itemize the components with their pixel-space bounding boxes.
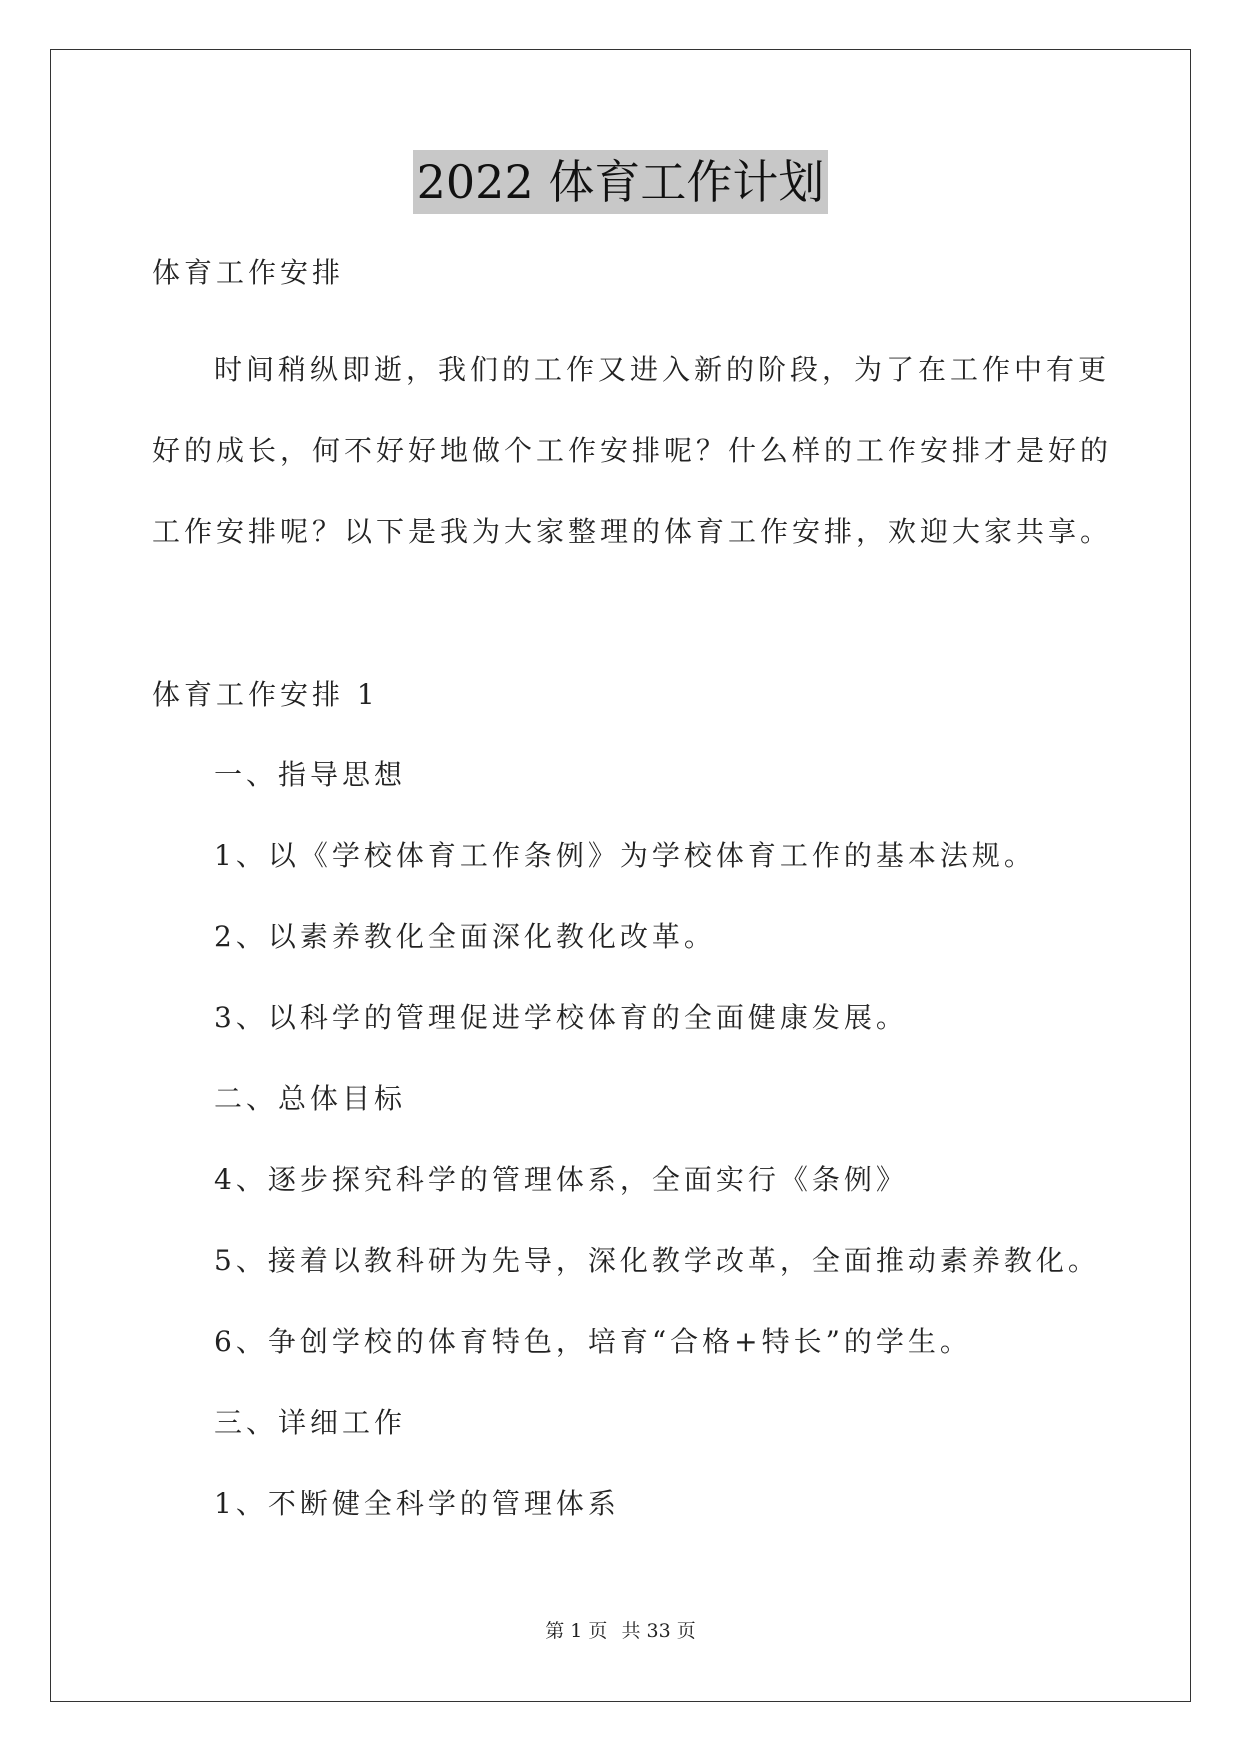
list-item: 1、不断健全科学的管理体系 <box>214 1487 620 1520</box>
paragraph-line: 工作安排呢？以下是我为大家整理的体育工作安排，欢迎大家共享。 <box>152 515 1113 548</box>
subsection-heading: 二、总体目标 <box>214 1082 407 1115</box>
paragraph-line: 时间稍纵即逝，我们的工作又进入新的阶段，为了在工作中有更 <box>214 353 1111 386</box>
title-container <box>0 150 1241 214</box>
paragraph-line: 好的成长，何不好好地做个工作安排呢？什么样的工作安排才是好的 <box>152 434 1113 467</box>
page-number: 第 1 页 <box>545 1620 608 1642</box>
section-heading: 体育工作安排 <box>152 256 345 289</box>
list-item: 1、以《学校体育工作条例》为学校体育工作的基本法规。 <box>214 839 1036 872</box>
list-item: 2、以素养教化全面深化教化改革。 <box>214 920 716 953</box>
list-item: 5、接着以教科研为先导，深化教学改革，全面推动素养教化。 <box>214 1244 1100 1277</box>
subsection-heading: 一、指导思想 <box>214 758 407 791</box>
list-item: 4、逐步探究科学的管理体系，全面实行《条例》 <box>214 1163 908 1196</box>
document-title: 2022 体育工作计划 <box>413 150 829 214</box>
subsection-heading: 三、详细工作 <box>214 1406 407 1439</box>
list-item: 6、争创学校的体育特色，培育“合格+特长”的学生。 <box>214 1325 972 1358</box>
section-heading: 体育工作安排 1 <box>152 678 379 711</box>
list-item: 3、以科学的管理促进学校体育的全面健康发展。 <box>214 1001 908 1034</box>
page-total: 共 33 页 <box>621 1620 696 1642</box>
page-footer <box>0 1616 1241 1643</box>
